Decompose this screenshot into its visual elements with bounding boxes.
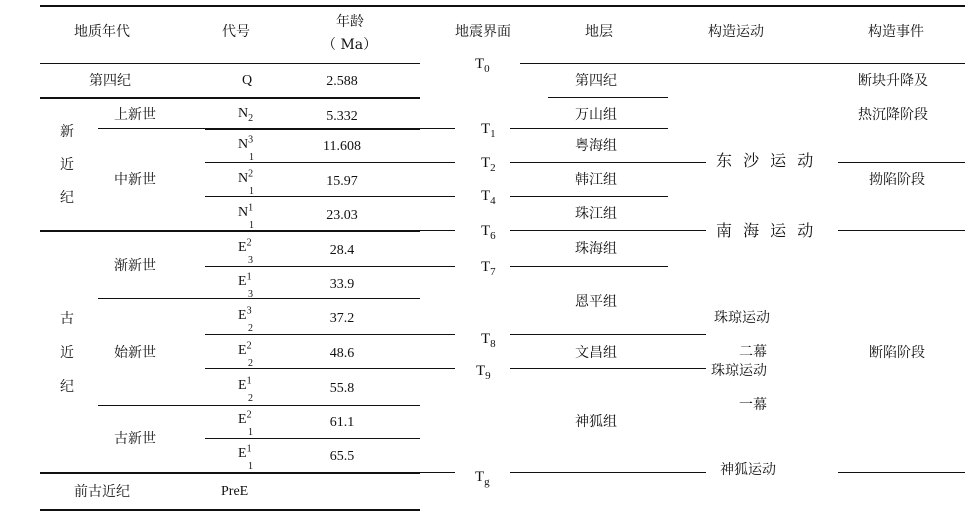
code-cell: $N^3$: [238, 134, 254, 152]
seismic-line-t7-left: [420, 266, 455, 267]
code-cell: $N^1$: [238, 202, 254, 220]
row-rule: [40, 230, 420, 232]
seismic-line-t2-right: [510, 162, 548, 163]
formation-rule: [548, 368, 668, 369]
seismic-line-t8-right: [510, 334, 548, 335]
formation-rule: [548, 196, 668, 197]
row-rule: [205, 128, 420, 130]
age-cell: 48.6: [329, 346, 355, 361]
tectonic-line-zhuqiong1: [668, 368, 706, 369]
period-neogene-char: 近: [60, 157, 74, 173]
code-cell: $N_2$: [238, 106, 254, 124]
seismic-line-t6-left: [420, 230, 455, 231]
seismic-line-tg-right: [510, 472, 548, 473]
code-cell: $N^2$: [238, 168, 254, 186]
tectonic-zhuqiong2: 珠琼运动: [711, 363, 767, 379]
seismic-interface: $T_9$: [476, 363, 491, 382]
seismic-line-t4-left: [420, 196, 455, 197]
seismic-line-t8-left: [420, 334, 455, 335]
code-cell-sub: 2: [248, 393, 253, 404]
tectonic-line-zhuqiong2: [668, 334, 706, 335]
seismic-line-t9-left: [420, 368, 455, 369]
code-cell-sub: 1: [249, 186, 254, 197]
seismic-interface: $T_8$: [481, 331, 496, 350]
header-age-line2: （ Ma）: [322, 37, 378, 53]
age-cell: 28.4: [329, 243, 355, 258]
header-rule-left: [40, 63, 420, 64]
seismic-interface: $T_6$: [481, 223, 496, 242]
epoch-oligocene: 渐新世: [114, 258, 156, 274]
formation-name: 恩平组: [575, 294, 617, 310]
top-rule: [40, 5, 965, 7]
header-tectonic: 构造运动: [708, 24, 764, 40]
code-cell-sub: 1: [249, 152, 254, 163]
seismic-line-t2-left: [420, 162, 455, 163]
epoch-pliocene: 上新世: [114, 107, 156, 123]
code-cell: $E^1$: [238, 375, 252, 393]
seismic-line-t9-right: [510, 368, 548, 369]
row-rule: [98, 128, 205, 129]
code-cell-sub: 1: [248, 461, 253, 472]
period-quaternary: 第四纪: [89, 73, 131, 89]
tectonic-line-shenhu: [668, 472, 706, 473]
age-cell: 33.9: [329, 277, 355, 292]
event-rift: 断陷阶段: [869, 345, 925, 361]
tectonic-dongsha: 东 沙 运 动: [716, 151, 817, 170]
bottom-rule: [40, 509, 420, 511]
seismic-interface: $T_g$: [475, 469, 490, 488]
header-event: 构造事件: [868, 24, 924, 40]
event-rule: [838, 162, 965, 163]
period-paleogene-char: 近: [60, 345, 74, 361]
age-cell: 11.608: [323, 139, 361, 154]
formation-name: 珠江组: [575, 206, 617, 222]
row-rule: [205, 266, 420, 267]
code-cell: $E^2$: [238, 340, 252, 358]
age-cell: 2.588: [326, 74, 358, 89]
header-formation: 地层: [585, 24, 613, 40]
code-cell: $E^3$: [238, 305, 252, 323]
period-paleogene-char: 古: [60, 311, 74, 327]
header-age-line1: 年龄: [336, 14, 364, 30]
seismic-line-t4-right: [510, 196, 548, 197]
formation-rule: [548, 472, 668, 473]
row-rule: [40, 472, 420, 474]
formation-name: 万山组: [575, 107, 617, 123]
formation-rule: [548, 230, 668, 231]
formation-rule: [548, 162, 668, 163]
header-code: 代号: [222, 24, 250, 40]
event-uplift-line2: 热沉降阶段: [858, 107, 928, 123]
formation-name: 珠海组: [575, 241, 617, 257]
formation-name: 文昌组: [575, 345, 617, 361]
formation-rule: [548, 97, 668, 98]
period-neogene-char: 新: [60, 124, 74, 140]
code-cell: $E^2$: [238, 237, 252, 255]
seismic-line-t1-right: [510, 128, 548, 129]
row-rule: [205, 334, 420, 335]
code-cell-sub: 3: [248, 255, 253, 266]
age-cell: 65.5: [329, 449, 355, 464]
code-cell: PreE: [221, 484, 249, 499]
row-rule: [205, 368, 420, 369]
code-cell-sub: 2: [248, 358, 253, 369]
age-cell: 23.03: [326, 208, 358, 223]
formation-rule: [548, 334, 668, 335]
event-depression: 拗陷阶段: [869, 172, 925, 188]
period-pre-paleogene: 前古近纪: [74, 484, 130, 500]
tectonic-first-act: 一幕: [739, 397, 767, 413]
header-seismic: 地震界面: [455, 24, 511, 40]
row-rule: [98, 298, 420, 299]
header-era: 地质年代: [74, 24, 130, 40]
tectonic-second-act: 二幕: [739, 344, 767, 360]
code-cell: $E^2$: [238, 409, 252, 427]
age-cell: 61.1: [329, 415, 355, 430]
formation-rule: [548, 128, 668, 129]
tectonic-line-nanhai: [668, 230, 706, 231]
age-cell: 15.97: [326, 174, 358, 189]
event-rule: [838, 230, 965, 231]
code-cell: Q: [242, 73, 253, 88]
seismic-line-t6-right: [510, 230, 548, 231]
seismic-line-tg-left: [420, 472, 455, 473]
formation-name: 神狐组: [575, 414, 617, 430]
row-rule: [40, 97, 420, 99]
age-cell: 37.2: [329, 311, 355, 326]
epoch-miocene: 中新世: [114, 172, 156, 188]
code-cell-sub: 2: [248, 323, 253, 334]
seismic-line-t1-left: [420, 128, 455, 129]
period-paleogene-char: 纪: [60, 379, 74, 395]
event-uplift-line1: 断块升降及: [858, 73, 928, 89]
tectonic-shenhu: 神狐运动: [720, 462, 776, 478]
seismic-line-t7-right: [510, 266, 548, 267]
seismic-interface: $T_7$: [481, 259, 496, 278]
seismic-interface: $T_4$: [481, 188, 496, 207]
code-cell: $E^1$: [238, 271, 252, 289]
age-cell: 55.8: [329, 381, 355, 396]
period-neogene-char: 纪: [60, 190, 74, 206]
epoch-eocene: 始新世: [114, 345, 156, 361]
code-cell-sub: 1: [249, 220, 254, 231]
code-cell-sub: 3: [248, 289, 253, 300]
event-rule: [838, 472, 965, 473]
tectonic-zhuqiong: 珠琼运动: [714, 310, 770, 326]
formation-rule: [548, 266, 668, 267]
seismic-interface: $T_0$: [475, 56, 490, 75]
row-rule: [98, 405, 420, 406]
row-rule: [205, 438, 420, 439]
formation-name: 第四纪: [575, 73, 617, 89]
header-rule-right: [520, 63, 965, 64]
row-rule: [205, 162, 420, 163]
row-rule: [205, 196, 420, 197]
code-cell-sub: 1: [248, 427, 253, 438]
tectonic-nanhai: 南 海 运 动: [716, 221, 817, 240]
formation-name: 粤海组: [575, 138, 617, 154]
code-cell: $E^1$: [238, 443, 252, 461]
epoch-paleocene: 古新世: [114, 431, 156, 447]
tectonic-line-dongsha: [668, 162, 706, 163]
seismic-interface: $T_2$: [481, 155, 496, 174]
age-cell: 5.332: [326, 109, 358, 124]
formation-name: 韩江组: [575, 172, 617, 188]
seismic-interface: $T_1$: [481, 121, 496, 140]
